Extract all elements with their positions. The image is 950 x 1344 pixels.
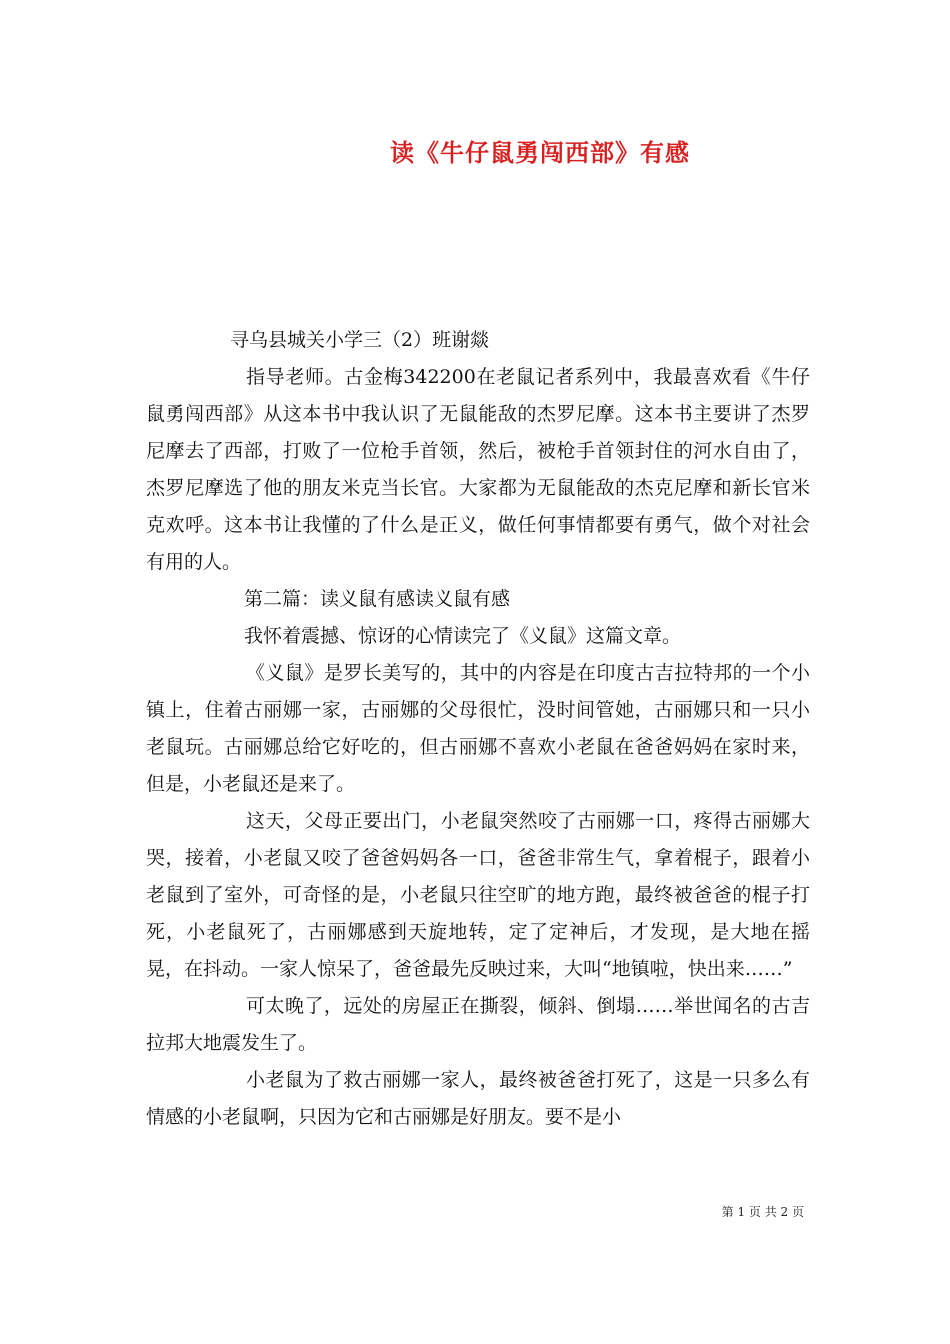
paragraph-1: 指导老师。古金梅342200在老鼠记者系列中，我最喜欢看《牛仔鼠勇闯西部》从这本书中我认识了无鼠能敌的杰罗尼摩。这本书主要讲了杰罗尼摩去了西部，打败了一位枪手首领，然后，被枪手首领封住的河水自由了，杰罗尼摩选了他的朋友米克当长官。大家都为无鼠能敌的杰克尼摩和新长官米克欢呼。这本书让我懂的了什么是正义，做任何事情都要有勇气，做个对社会有用的人。	[146, 366, 810, 573]
paragraph-5: 可太晚了，远处的房屋正在撕裂，倾斜、倒塌……举世闻名的古吉拉邦大地震发生了。	[146, 995, 810, 1054]
page-number: 第 1 页 共 2 页	[721, 1205, 804, 1219]
author-line: 寻乌县城关小学三（2）班谢燚	[230, 329, 490, 351]
paragraph-2: 我怀着震撼、惊讶的心情读完了《义鼠》这篇文章。	[244, 625, 682, 647]
document-title: 读《牛仔鼠勇闯西部》有感	[390, 138, 690, 167]
paragraph-4: 这天，父母正要出门，小老鼠突然咬了古丽娜一口，疼得古丽娜大哭，接着，小老鼠又咬了爸爸妈妈各一口，爸爸非常生气，拿着棍子，跟着小老鼠到了室外，可奇怪的是，小老鼠只往空旷的地方跑，最终被爸爸的棍子打死，小老鼠死了，古丽娜感到天旋地转，定了定神后，才发现，是大地在摇晃，在抖动。一家人惊呆了，爸爸最先反映过来，大叫“地镇啦，快出来……”	[146, 810, 810, 980]
paragraph-3: 《义鼠》是罗长美写的，其中的内容是在印度古吉拉特邦的一个小镇上，住着古丽娜一家，古丽娜的父母很忙，没时间管她，古丽娜只和一只小老鼠玩。古丽娜总给它好吃的，但古丽娜不喜欢小老鼠在爸爸妈妈在家时来，但是，小老鼠还是来了。	[146, 662, 810, 795]
paragraph-6: 小老鼠为了救古丽娜一家人，最终被爸爸打死了，这是一只多么有情感的小老鼠啊，只因为它和古丽娜是好朋友。要不是小	[146, 1069, 810, 1128]
section-heading: 第二篇：读义鼠有感读义鼠有感	[244, 588, 511, 610]
document-body	[146, 322, 810, 1136]
